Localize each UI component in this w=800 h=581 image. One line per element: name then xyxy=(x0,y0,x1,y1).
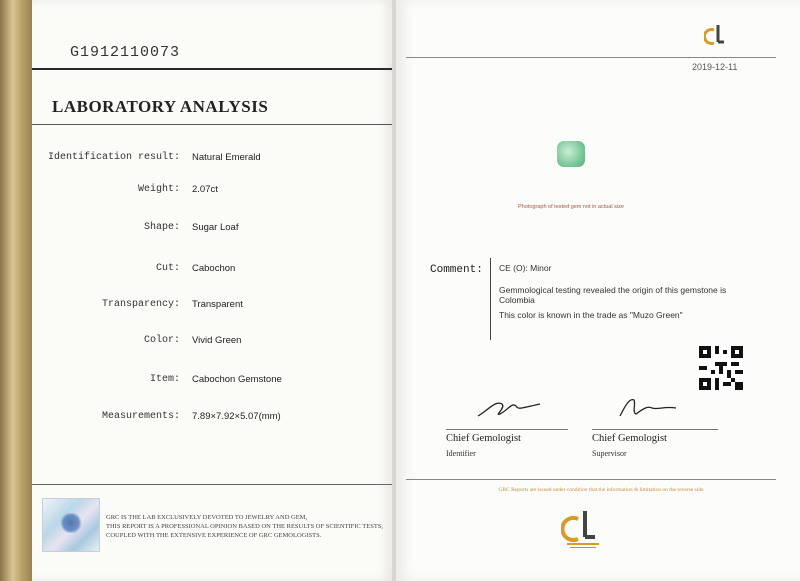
field-color xyxy=(32,335,392,353)
book-binding xyxy=(0,0,32,581)
grc-logo-icon xyxy=(561,507,605,551)
field-weight xyxy=(32,184,392,202)
field-identification xyxy=(32,152,392,170)
right-page xyxy=(396,0,800,581)
field-label: Measurements: xyxy=(101,411,180,422)
field-label: Color: xyxy=(143,335,180,346)
field-value: Transparent xyxy=(192,299,243,310)
report-number: G1912110073 xyxy=(70,44,181,61)
field-label: Weight: xyxy=(137,184,180,195)
divider xyxy=(32,68,392,70)
divider xyxy=(406,57,776,58)
left-page xyxy=(32,0,392,581)
comment-line: Gemmological testing revealed the origin of this gemstone is xyxy=(499,285,727,295)
report-date: 2019-12-11 xyxy=(692,62,738,72)
page-title: LABORATORY ANALYSIS xyxy=(52,97,269,116)
field-label: Shape: xyxy=(143,222,180,233)
qr-code-icon xyxy=(699,346,743,390)
field-label: Item: xyxy=(149,374,180,385)
hologram-icon xyxy=(42,498,100,552)
disclaimer-line: THIS REPORT IS A PROFESSIONAL OPINION BASED ON THE RESULTS OF SCIENTIFIC TESTS, xyxy=(106,523,384,530)
divider xyxy=(32,484,392,485)
field-value: Sugar Loaf xyxy=(192,222,239,233)
signature-icon xyxy=(614,394,684,420)
signatory-title: Chief Gemologist xyxy=(446,433,521,444)
field-label: Transparency: xyxy=(101,299,180,310)
field-label: Identification result: xyxy=(47,152,180,163)
signatory-role: Identifier xyxy=(446,449,476,458)
field-value: Natural Emerald xyxy=(192,152,261,163)
field-item xyxy=(32,374,392,392)
divider xyxy=(32,124,392,125)
signature-icon xyxy=(474,396,544,422)
disclaimer xyxy=(106,513,386,540)
divider xyxy=(406,479,776,480)
field-label: Cut: xyxy=(155,263,180,274)
field-transparency xyxy=(32,299,392,317)
disclaimer-line: COUPLED WITH THE EXTENSIVE EXPERIENCE OF GRC GEMOLOGISTS. xyxy=(106,532,322,539)
grc-logo-icon xyxy=(704,22,730,48)
divider xyxy=(490,258,491,340)
field-shape xyxy=(32,222,392,240)
field-value: Cabochon xyxy=(192,263,236,274)
field-cut xyxy=(32,263,392,281)
signatory-title: Chief Gemologist xyxy=(592,433,667,444)
field-measurements xyxy=(32,411,392,429)
divider xyxy=(592,429,718,430)
comment-line: CE (O): Minor xyxy=(499,263,552,273)
comment-line: Colombia xyxy=(499,295,535,305)
photo-caption: Photograph of tested gem not in actual size xyxy=(518,204,624,210)
field-value: Cabochon Gemstone xyxy=(192,374,282,385)
comment-label: Comment: xyxy=(430,264,483,276)
divider xyxy=(446,429,568,430)
disclaimer-line: GRC IS THE LAB EXCLUSIVELY DEVOTED TO JEWELRY AND GEM, xyxy=(106,514,308,521)
signatory-role: Supervisor xyxy=(592,449,627,458)
comment-line: This color is known in the trade as "Muzo Green" xyxy=(499,310,683,320)
field-value: Vivid Green xyxy=(192,335,242,346)
gemstone-photo xyxy=(557,141,585,167)
field-value: 7.89×7.92×5.07(mm) xyxy=(192,411,281,422)
field-value: 2.07ct xyxy=(192,184,218,195)
reverse-note: GRC Reports are issued under condition that the information & limitation on the reverse side xyxy=(498,487,704,493)
